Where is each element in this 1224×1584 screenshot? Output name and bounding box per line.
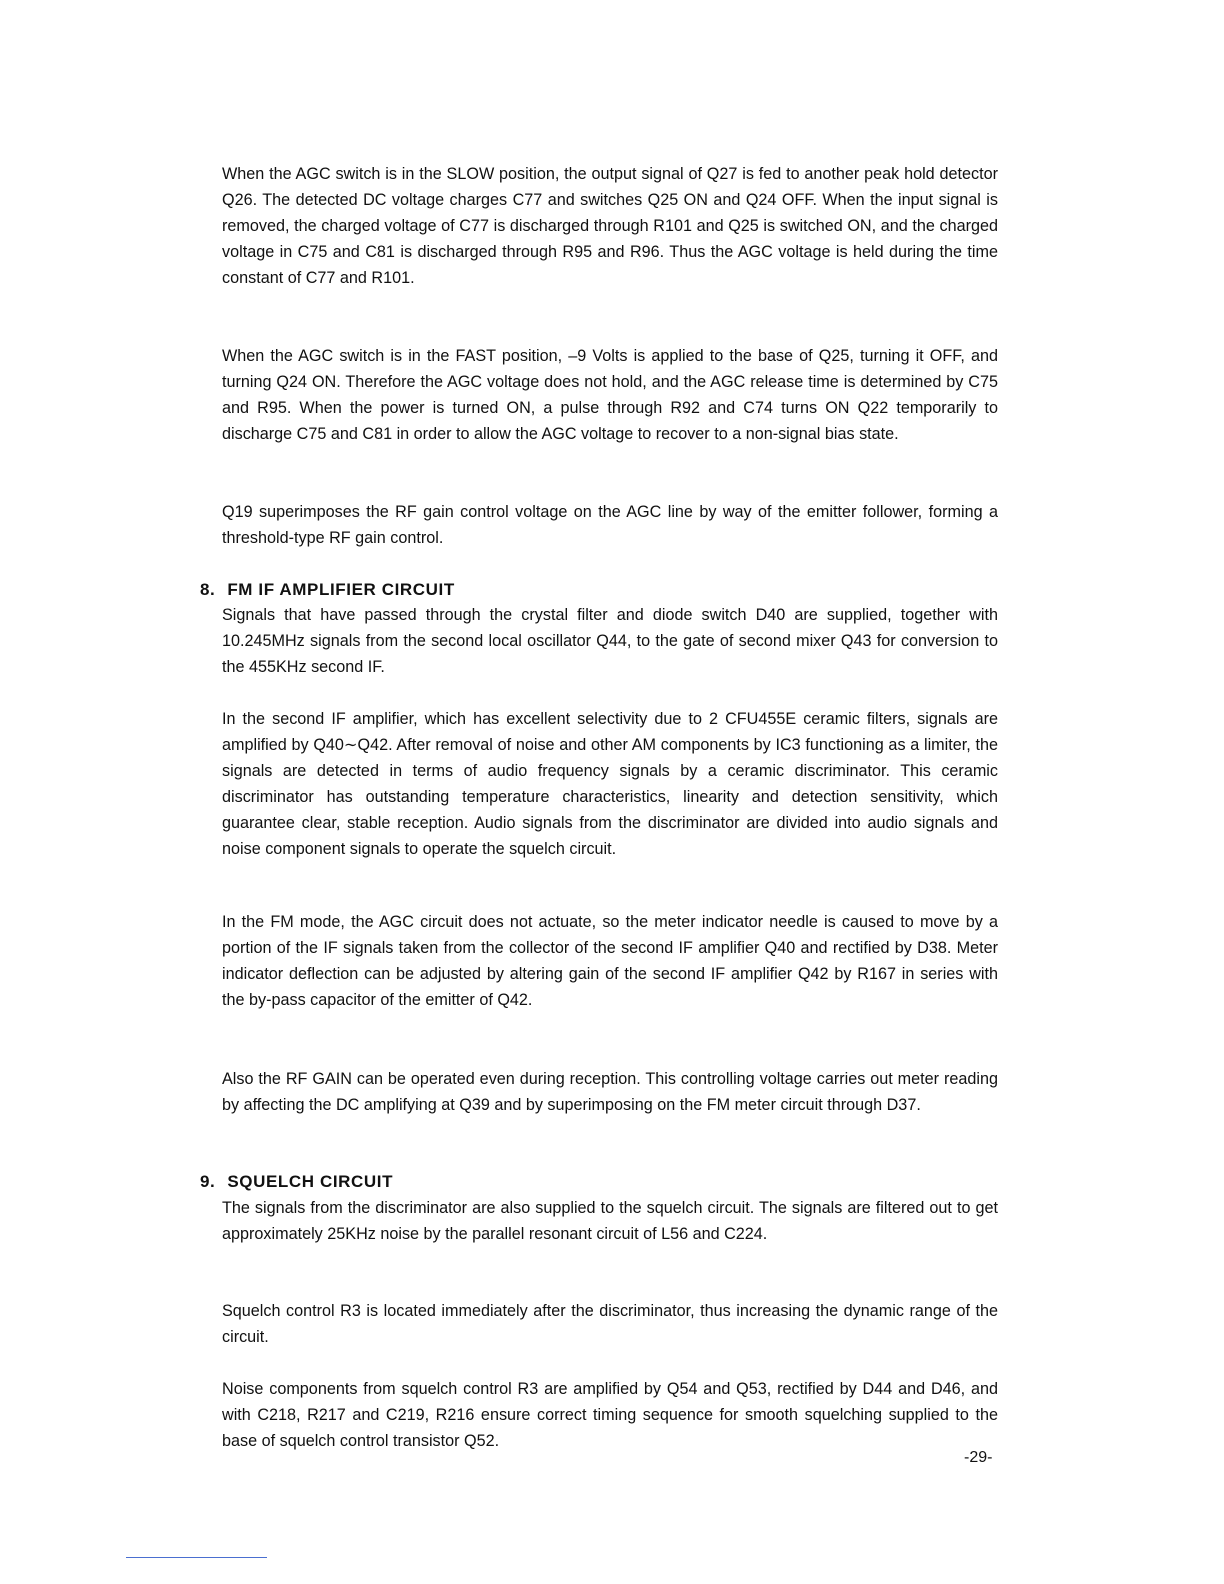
paragraph-agc-slow: When the AGC switch is in the SLOW position, the output signal of Q27 is fed to another peak hold detector Q26. The detected DC voltage charges C77 and switches Q25 ON and Q24 OFF. When the input signal is removed, the charged voltage of C77 is discharged through R101 and Q25 is switched ON, and the charged voltage in C75 and C81 is discharged through R95 and R96. Thus the AGC voltage is held during the time constant of C77 and R101. (222, 165, 998, 287)
paragraph-squelch-control: Squelch control R3 is located immediately after the discriminator, thus increasing the dynamic range of the circuit. (222, 1302, 998, 1346)
paragraph-second-mixer: Signals that have passed through the crystal filter and diode switch D40 are supplied, together with 10.245MHz signals from the second local oscillator Q44, to the gate of second mixer Q43 for conversion to the 455KHz second IF. (222, 606, 998, 676)
paragraph-squelch-filter: The signals from the discriminator are also supplied to the squelch circuit. The signals are filtered out to get approximately 25KHz noise by the parallel resonant circuit of L56 and C224. (222, 1199, 998, 1243)
paragraph-noise-components: Noise components from squelch control R3 are amplified by Q54 and Q53, rectified by D44 and D46, and with C218, R217 and C219, R216 ensure correct timing sequence for smooth squelching supplied to the base of squelch control transistor Q52. (222, 1380, 998, 1450)
paragraph-rf-gain-reception: Also the RF GAIN can be operated even during reception. This controlling voltage carries out meter reading by affecting the DC amplifying at Q39 and by superimposing on the FM meter circuit through D37. (222, 1070, 998, 1114)
section-number: 9. (200, 1172, 216, 1191)
footer-rule (126, 1557, 267, 1558)
section-title: FM IF AMPLIFIER CIRCUIT (227, 580, 455, 599)
paragraph-second-if-amplifier: In the second IF amplifier, which has excellent selectivity due to 2 CFU455E ceramic filters, signals are amplified by Q40∼Q42. After removal of noise and other AM components by IC3 functioning as a limiter, the signals are detected in terms of audio frequency signals by a ceramic discriminator. This ceramic discriminator has outstanding temperature characteristics, linearity and detection sensitivity, which guarantee clear, stable reception. Audio signals from the discriminator are divided into audio signals and noise component signals to operate the squelch circuit. (222, 710, 998, 858)
section-heading-fm-if-amplifier (200, 577, 455, 603)
section-title: SQUELCH CIRCUIT (227, 1172, 394, 1191)
paragraph-agc-fast: When the AGC switch is in the FAST position, –9 Volts is applied to the base of Q25, turning it OFF, and turning Q24 ON. Therefore the AGC voltage does not hold, and the AGC release time is determined by C75 and R95. When the power is turned ON, a pulse through R92 and C74 turns ON Q22 temporarily to discharge C75 and C81 in order to allow the AGC voltage to recover to a non-signal bias state. (222, 347, 998, 443)
section-heading-squelch (200, 1169, 393, 1195)
section-number: 8. (200, 580, 216, 599)
paragraph-rf-gain: Q19 superimposes the RF gain control voltage on the AGC line by way of the emitter follower, forming a threshold-type RF gain control. (222, 503, 998, 547)
paragraph-fm-meter: In the FM mode, the AGC circuit does not actuate, so the meter indicator needle is caused to move by a portion of the IF signals taken from the collector of the second IF amplifier Q40 and rectified by D38. Meter indicator deflection can be adjusted by altering gain of the second IF amplifier Q42 by R167 in series with the by-pass capacitor of the emitter of Q42. (222, 913, 998, 1009)
page-number: -29- (964, 1449, 993, 1466)
